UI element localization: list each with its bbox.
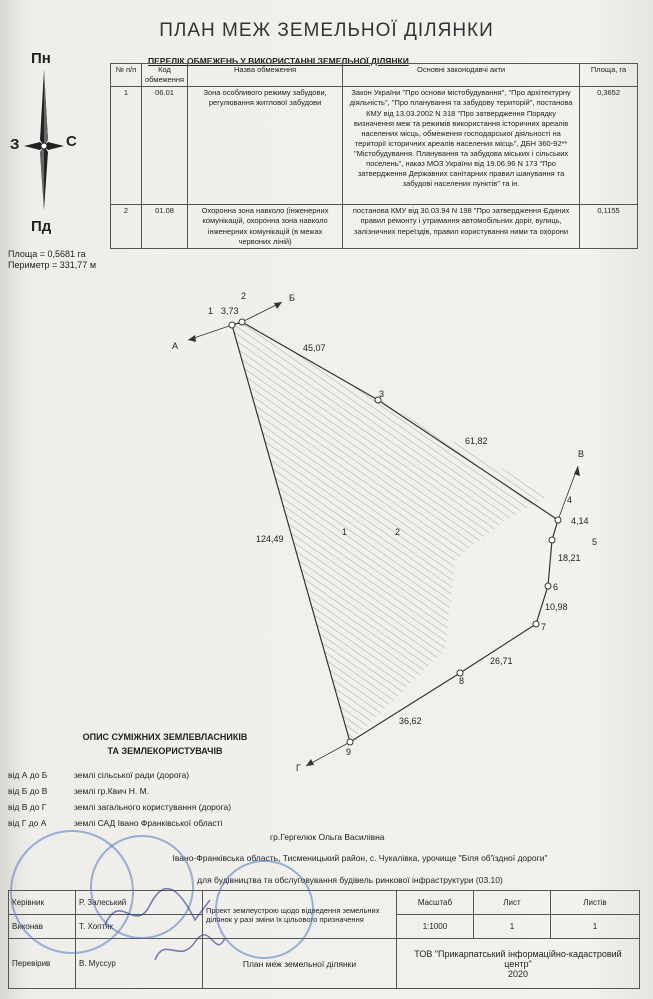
page-title: ПЛАН МЕЖ ЗЕМЕЛЬНОЇ ДІЛЯНКИ xyxy=(159,20,494,41)
sheet-label: Лист xyxy=(473,891,550,915)
scale-label: Масштаб xyxy=(396,891,473,915)
sheets-label: Листів xyxy=(550,891,639,915)
neighbor-row: від В до Г землі загального користування (дорога) xyxy=(8,802,232,812)
parcel-plan xyxy=(0,290,653,780)
compass-north: Пн xyxy=(31,50,51,67)
document-name: План меж земельної ділянки xyxy=(203,939,397,989)
table-row xyxy=(111,87,638,205)
cell-acts: постанова КМУ від 30.03.94 N 198 "Про затвердження Єдиних правил ремонту і утримання автомобільних доріг, вулиць, залізничних переїздів, правил користування ними та охорони xyxy=(343,205,580,249)
zone-1-hatch xyxy=(232,322,550,742)
point-8-label: 8 xyxy=(459,676,465,686)
zone-1-label: 1 xyxy=(342,527,348,537)
letter-g: Г xyxy=(296,763,301,773)
table-header-row xyxy=(111,64,638,87)
col-header-area: Площа, га xyxy=(580,64,638,87)
point-4-label: 4 xyxy=(567,495,573,505)
letter-v: В xyxy=(578,449,585,459)
letter-a: А xyxy=(172,341,179,351)
cell-name: Охоронна зона навколо (інженерних комунікацій, охоронна зона навколо інженерних комунікацій (в межах червоних ліній) xyxy=(188,205,343,249)
name-executor: Т. Хоптяк xyxy=(76,915,203,939)
signature-icon xyxy=(150,930,230,970)
length-9-1: 124,49 xyxy=(256,534,284,544)
role-checker: Перевірив xyxy=(9,939,76,989)
neighbors-title: ОПИС СУМІЖНИХ ЗЕМЛЕВЛАСНИКІВ ТА ЗЕМЛЕКОРИСТУВАЧІВ xyxy=(82,732,248,757)
cell-number: 1 xyxy=(111,87,142,205)
restrictions-title: ПЕРЕЛІК ОБМЕЖЕНЬ У ВИКОРИСТАННІ ЗЕМЕЛЬНОЇ ДІЛЯНКИ xyxy=(148,56,409,66)
cell-code: 01.08 xyxy=(142,205,188,249)
perimeter-label: Периметр = 331,77 м xyxy=(8,260,97,270)
scale-value: 1:1000 xyxy=(396,915,473,939)
point-9-label: 9 xyxy=(346,747,352,757)
compass-west: З xyxy=(10,136,20,153)
name-head: Р. Залеський xyxy=(76,891,203,915)
sheet-value: 1 xyxy=(473,915,550,939)
length-2-3: 45,07 xyxy=(303,343,326,353)
compass-east: С xyxy=(66,133,77,150)
length-3-4: 61,82 xyxy=(465,436,488,446)
length-4-5: 4,14 xyxy=(571,516,589,526)
role-executor: Виконав xyxy=(9,915,76,939)
point-3-label: 3 xyxy=(379,389,385,399)
compass xyxy=(0,40,100,280)
restrictions-table xyxy=(110,63,638,249)
name-checker: В. Муссур xyxy=(76,939,203,989)
neighbor-row: від А до Б землі сільської ради (дорога) xyxy=(8,770,190,780)
point-1-label: 1 xyxy=(208,306,214,316)
length-8-9: 36,62 xyxy=(399,716,422,726)
zone-2-label: 2 xyxy=(395,527,401,537)
point-2-label: 2 xyxy=(241,291,247,301)
col-header-code: Код обмеження xyxy=(142,64,188,87)
parcel-address: Івано-Франківська область, Тисменицький район, с. Чукалівка, урочище "Біля об'їздної дороги" xyxy=(172,853,548,863)
compass-rose-icon xyxy=(0,40,100,280)
cell-name: Зона особливого режиму забудови, регулювання житлової забудови xyxy=(188,87,343,205)
sheets-value: 1 xyxy=(550,915,639,939)
col-header-number: № п/п xyxy=(111,64,142,87)
point-5-label: 5 xyxy=(592,537,598,547)
cell-area: 0,1155 xyxy=(580,205,638,249)
length-5-6: 18,21 xyxy=(558,553,581,563)
point-7-label: 7 xyxy=(541,622,547,632)
col-header-acts: Основні законодавчі акти xyxy=(343,64,580,87)
cell-code: 06.01 xyxy=(142,87,188,205)
cell-number: 2 xyxy=(111,205,142,249)
cell-acts: Закон України "Про основи містобудування", "Про архітектурну діяльність", "Про планування та забудову територій", постанова КМУ від 13.03.2002 N 318 "Про затвердження Порядку визначення меж та режимів використання історичних ареалів населених місць, обмеження господарської діяльності на території історичних ареалів населених місць", ДБН 360-92** "Містобудування. Планування та забудова міських і сільських поселень", наказ МОЗ України від 19.06.96 N 173 "Про затвердження Державних санітарних правил шанування та забудові населених пунктів" та ін. xyxy=(343,87,580,205)
letter-b: Б xyxy=(289,293,295,303)
parcel-purpose: для будівництва та обслуговування будівель ринкової інфраструктури (03.10) xyxy=(197,875,503,885)
table-row xyxy=(111,205,638,249)
point-6-label: 6 xyxy=(553,582,559,592)
project-name: Проект землеустрою щодо відведення земельних ділянок у разі зміни їх цільового призначення xyxy=(203,891,397,939)
neighbor-row: від Г до А землі САД Івано Франківської області xyxy=(8,818,223,828)
length-7-8: 26,71 xyxy=(490,656,513,666)
length-6-7: 10,98 xyxy=(545,602,568,612)
length-1-2: 3,73 xyxy=(221,306,239,316)
organization: ТОВ "Прикарпатський інформаційно-кадастровий центр" 2020 xyxy=(396,939,639,989)
role-head: Керівник xyxy=(9,891,76,915)
area-label: Площа = 0,5681 га xyxy=(8,249,86,259)
cell-area: 0,3652 xyxy=(580,87,638,205)
compass-south: Пд xyxy=(31,218,52,235)
col-header-name: Назва обмеження xyxy=(188,64,343,87)
owner-name: гр.Гергелюк Ольга Василівна xyxy=(270,832,385,842)
neighbor-row: від Б до В землі гр.Квич Н. М. xyxy=(8,786,150,796)
